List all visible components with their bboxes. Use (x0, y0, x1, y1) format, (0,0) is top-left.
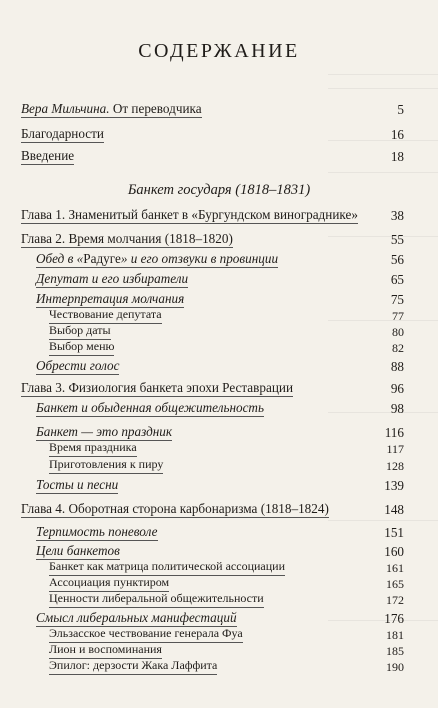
toc-entry-label: Банкет и обыденная общежительность (36, 400, 264, 415)
toc-entry-label: Вера Мильчина. От переводчика (21, 101, 202, 116)
toc-entry-label: Ценности либеральной общежительности (49, 590, 264, 608)
toc-entry[interactable] (0, 230, 438, 250)
toc-entry-label: Глава 3. Физиология банкета эпохи Реставрации (21, 380, 293, 395)
toc-entry[interactable] (0, 338, 438, 358)
part-heading: Банкет государя (1818–1831) (127, 182, 311, 198)
toc-entry[interactable] (0, 100, 438, 120)
toc-entry-label: Введение (21, 148, 75, 163)
toc-entry-label: Тосты и песни (36, 477, 119, 492)
toc-entry-page: 65 (390, 272, 404, 287)
toc-entry-label: Выбор меню (49, 338, 114, 356)
toc-entry-label: Ассоциация пунктиром (49, 574, 169, 592)
toc-entry-page: 190 (386, 660, 404, 674)
toc-entry-label: Благодарности (21, 126, 104, 141)
toc-entry-label: Выбор даты (49, 322, 111, 340)
toc-entry[interactable] (0, 125, 438, 145)
toc-entry-page: 176 (384, 611, 404, 626)
toc-entry-label: Терпимость поневоле (36, 524, 158, 539)
toc-entry-page: 117 (386, 442, 404, 456)
toc-entry[interactable] (0, 590, 438, 610)
toc-entry-label: Глава 2. Время молчания (1818–1820) (21, 231, 233, 246)
toc-entry-label: Приготовления к пиру (49, 456, 163, 474)
toc-entry-page: 151 (384, 525, 404, 540)
toc-entry[interactable] (0, 399, 438, 419)
toc-entry-label: Депутат и его избиратели (36, 271, 189, 286)
toc-entry-page: 16 (390, 127, 404, 142)
toc-entry-page: 5 (397, 102, 404, 117)
toc-entry-page: 148 (384, 502, 404, 517)
toc-entry[interactable] (0, 206, 438, 226)
toc-entry-page: 160 (384, 544, 404, 559)
toc-entry-label: Эльзасское чествование генерала Фуа (49, 625, 243, 643)
toc-entry[interactable] (0, 500, 438, 520)
toc-entry-label: Лион и воспоминания (49, 641, 162, 659)
toc-entry-page: 172 (386, 593, 404, 607)
toc-entry-label: Глава 1. Знаменитый банкет в «Бургундском винограднике» (21, 207, 358, 222)
toc-entry-page: 165 (386, 577, 404, 591)
toc-entry-page: 55 (390, 232, 404, 247)
toc-entry-page: 161 (386, 561, 404, 575)
toc-entry[interactable] (0, 147, 438, 167)
toc-entry[interactable] (0, 657, 438, 677)
toc-entry-page: 38 (390, 208, 404, 223)
toc-entry[interactable] (0, 379, 438, 399)
toc-entry-label: Обрести голос (36, 358, 120, 373)
toc-entry[interactable] (0, 250, 438, 270)
toc-entry-label: Цели банкетов (36, 543, 120, 558)
toc-entry-page: 139 (384, 478, 404, 493)
bleed-through-line (328, 74, 438, 75)
toc-entry-label: Банкет — это праздник (36, 424, 173, 439)
toc-entry[interactable] (0, 476, 438, 496)
toc-entry-page: 18 (390, 149, 404, 164)
bleed-through-line (328, 520, 438, 521)
toc-entry-page: 98 (390, 401, 404, 416)
toc-entry-label: Время праздника (49, 439, 137, 457)
toc-entry[interactable] (0, 523, 438, 543)
toc-entry[interactable] (0, 357, 438, 377)
toc-entry-page: 75 (390, 292, 404, 307)
bleed-through-line (328, 88, 438, 89)
toc-entry-page: 80 (392, 325, 404, 339)
page-title: СОДЕРЖАНИЕ (138, 40, 300, 62)
toc-entry-page: 56 (390, 252, 404, 267)
toc-entry[interactable] (0, 270, 438, 290)
toc-entry-label: Эпилог: дерзости Жака Лаффита (49, 657, 217, 675)
toc-entry-label: Интерпретация молчания (36, 291, 185, 306)
toc-entry[interactable] (0, 456, 438, 476)
toc-entry-label: Смысл либеральных манифестаций (36, 610, 237, 625)
toc-entry-page: 128 (386, 459, 404, 473)
toc-entry-page: 88 (390, 359, 404, 374)
toc-entry-page: 77 (392, 309, 404, 323)
toc-entry-page: 116 (384, 425, 404, 440)
toc-entry-label: Обед в «Радуге» и его отзвуки в провинции (36, 251, 279, 266)
toc-entry-label: Банкет как матрица политической ассоциации (49, 558, 285, 576)
toc-entry-page: 181 (386, 628, 404, 642)
toc-entry-label: Чествование депутата (49, 306, 162, 324)
toc-entry-page: 96 (390, 381, 404, 396)
toc-entry-page: 185 (386, 644, 404, 658)
toc-entry-label: Глава 4. Оборотная сторона карбонаризма (1818–1824) (21, 501, 329, 516)
bleed-through-line (328, 172, 438, 173)
toc-entry-page: 82 (392, 341, 404, 355)
